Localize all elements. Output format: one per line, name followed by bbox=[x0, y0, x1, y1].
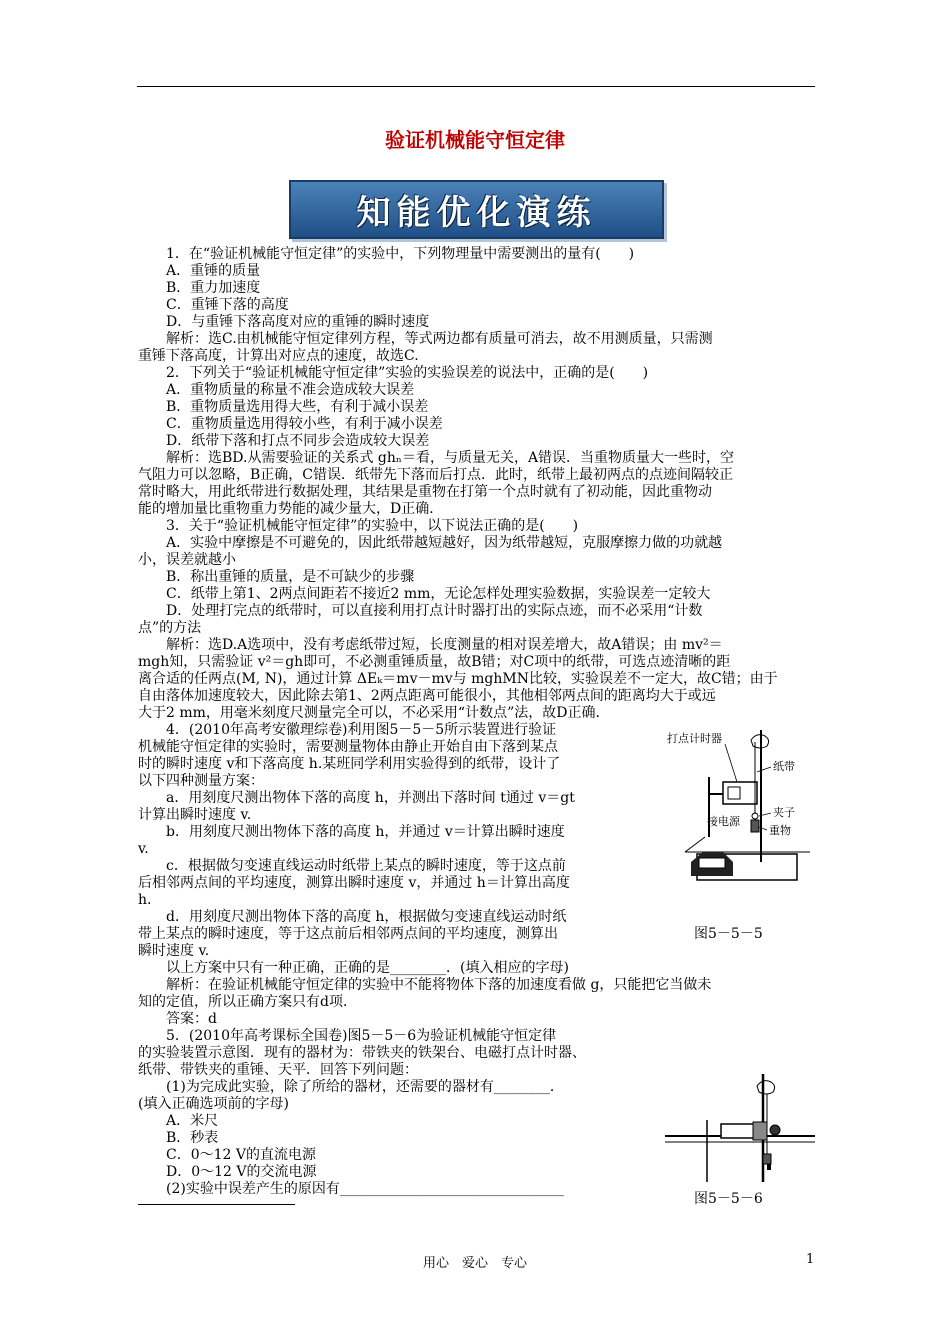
text-line: 气阻力可以忽略，B正确，C错误．纸带先下落而后打点．此时，纸带上最初两点的点迹间隔较正 bbox=[138, 467, 733, 483]
text-line: c．根据做匀变速直线运动时纸带上某点的瞬时速度，等于这点前 bbox=[166, 858, 566, 874]
text-line: 重锤下落高度，计算出对应点的速度，故选C. bbox=[138, 348, 419, 364]
text-line: 机械能守恒定律的实验时，需要测量物体由静止开始自由下落到某点 bbox=[138, 739, 558, 755]
text-line: D．0～12 V的交流电源 bbox=[166, 1164, 317, 1180]
text-line: (填入正确选项前的字母) bbox=[138, 1096, 289, 1112]
text-line: 大于2 mm，用毫米刻度尺测量完全可以，不必采用“计数点”法，故D正确． bbox=[138, 705, 610, 721]
text-line: 计算出瞬时速度 v. bbox=[138, 807, 252, 823]
text-line: D．纸带下落和打点不同步会造成较大误差 bbox=[166, 433, 430, 449]
text-line: 5．(2010年高考课标全国卷)图5－5－6为验证机械能守恒定律 bbox=[166, 1028, 557, 1044]
label-weight: 重物 bbox=[769, 824, 791, 837]
text-line: 的实验装置示意图．现有的器材为：带铁夹的铁架台、电磁打点计时器、 bbox=[138, 1045, 586, 1061]
text-line: C．0～12 V的直流电源 bbox=[166, 1147, 316, 1163]
page-title: 验证机械能守恒定律 bbox=[385, 128, 565, 152]
label-clip: 夹子 bbox=[773, 806, 795, 819]
text-line: 离合适的任两点(M, N)，通过计算 ΔEₖ＝mv－mv与 mghMN比较，实验误差不一定大，故C错；由于 bbox=[138, 671, 778, 687]
figure-5-5-6 bbox=[665, 1070, 815, 1185]
text-line: 常时略大，用此纸带进行数据处理，其结果是重物在打第一个点时就有了初动能，因此重物动 bbox=[138, 484, 712, 500]
text-line: a．用刻度尺测出物体下落的高度 h，并测出下落时间 t通过 v＝gt bbox=[166, 790, 575, 806]
text-line: h. bbox=[138, 892, 152, 908]
header-rule bbox=[137, 86, 815, 87]
text-line: C．纸带上第1、2两点间距若不接近2 mm，无论怎样处理实验数据，实验误差一定较大 bbox=[166, 586, 711, 602]
figure-5-5-5-caption: 图5－5－5 bbox=[694, 926, 763, 942]
text-line: B．称出重锤的质量，是不可缺少的步骤 bbox=[166, 569, 415, 585]
text-line: 自由落体加速度较大，因此除去第1、2两点距离可能很小，其他相邻两点间的距离均大于或远 bbox=[138, 688, 716, 704]
label-tape: 纸带 bbox=[773, 760, 795, 773]
figure-5-5-6-caption: 图5－5－6 bbox=[694, 1191, 763, 1207]
text-line: 1．在“验证机械能守恒定律”的实验中，下列物理量中需要测出的量有( ) bbox=[166, 246, 635, 262]
text-line: 以下四种测量方案： bbox=[138, 773, 264, 789]
figure-5-5-5 bbox=[665, 722, 815, 892]
text-line: 点”的方法 bbox=[138, 620, 202, 636]
text-line: 能的增加量比重物重力势能的减少量大，D正确． bbox=[138, 501, 444, 517]
text-line: C．重锤下落的高度 bbox=[166, 297, 289, 313]
text-line: A．实验中摩擦是不可避免的，因此纸带越短越好，因为纸带越短，克服摩擦力做的功就越 bbox=[166, 535, 723, 551]
text-line: 解析：选D.A选项中，没有考虑纸带过短，长度测量的相对误差增大，故A错误；由 mv²＝ bbox=[166, 637, 723, 653]
text-line: D．处理打完点的纸带时，可以直接利用打点计时器打出的实际点迹，而不必采用“计数 bbox=[166, 603, 703, 619]
text-line: (1)为完成此实验，除了所给的器材，还需要的器材有________． bbox=[166, 1079, 564, 1095]
text-line: D．与重锤下落高度对应的重锤的瞬时速度 bbox=[166, 314, 430, 330]
text-line: 时的瞬时速度 v和下落高度 h.某班同学利用实验得到的纸带，设计了 bbox=[138, 756, 561, 772]
text-line: 知的定值，所以正确方案只有d项． bbox=[138, 994, 357, 1010]
page-footer: 用心 爱心 专心 bbox=[422, 1256, 527, 1271]
text-line: v. bbox=[138, 841, 149, 857]
text-line: 4．(2010年高考安徽理综卷)利用图5－5－5所示装置进行验证 bbox=[166, 722, 557, 738]
text-line: b．用刻度尺测出物体下落的高度 h，并通过 v＝计算出瞬时速度 bbox=[166, 824, 565, 840]
footnote-rule bbox=[138, 1204, 295, 1205]
text-line: 2．下列关于“验证机械能守恒定律”实验的实验误差的说法中，正确的是( ) bbox=[166, 365, 649, 381]
text-line: 小，误差就越小 bbox=[138, 552, 236, 568]
text-line: (2)实验中误差产生的原因有________________________________ bbox=[166, 1181, 564, 1197]
text-line: 解析：选BD.从需要验证的关系式 ghₙ＝看，与质量无关，A错误．当重物质量大一些时，空 bbox=[166, 450, 735, 466]
text-line: A．米尺 bbox=[166, 1113, 219, 1129]
text-line: A．重锤的质量 bbox=[166, 263, 261, 279]
label-power: 接电源 bbox=[707, 815, 740, 828]
section-banner bbox=[289, 180, 664, 239]
text-line: B．秒表 bbox=[166, 1130, 219, 1146]
text-line: mgh知，只需验证 v²＝gh即可，不必测重锤质量，故B错；对C项中的纸带，可选点迹清晰的距 bbox=[138, 654, 731, 670]
text-line: B．重物质量选用得大些，有利于减小误差 bbox=[166, 399, 429, 415]
text-line: 瞬时速度 v. bbox=[138, 943, 210, 959]
page-number: 1 bbox=[806, 1252, 815, 1267]
text-line: B．重力加速度 bbox=[166, 280, 261, 296]
text-line: 3．关于“验证机械能守恒定律”的实验中，以下说法正确的是( ) bbox=[166, 518, 579, 534]
text-line: 纸带、带铁夹的重锤、天平．回答下列问题： bbox=[138, 1062, 418, 1078]
banner-label: 知能优化演练 bbox=[356, 193, 597, 233]
text-line: 解析：在验证机械能守恒定律的实验中不能将物体下落的加速度看做 g，只能把它当做未 bbox=[166, 977, 712, 993]
text-line: 解析：选C.由机械能守恒定律列方程，等式两边都有质量可消去，故不用测质量，只需测 bbox=[166, 331, 713, 347]
text-line: 后相邻两点间的平均速度，测算出瞬时速度 v，并通过 h＝计算出高度 bbox=[138, 875, 570, 891]
text-line: 答案：d bbox=[166, 1011, 217, 1027]
text-line: 以上方案中只有一种正确，正确的是________．(填入相应的字母) bbox=[166, 960, 569, 976]
text-line: d．用刻度尺测出物体下落的高度 h，根据做匀变速直线运动时纸 bbox=[166, 909, 567, 925]
text-line: 带上某点的瞬时速度，等于这点前后相邻两点间的平均速度，测算出 bbox=[138, 926, 558, 942]
label-timer: 打点计时器 bbox=[667, 732, 722, 745]
text-line: C．重物质量选用得较小些，有利于减小误差 bbox=[166, 416, 443, 432]
text-line: A．重物质量的称量不准会造成较大误差 bbox=[166, 382, 415, 398]
